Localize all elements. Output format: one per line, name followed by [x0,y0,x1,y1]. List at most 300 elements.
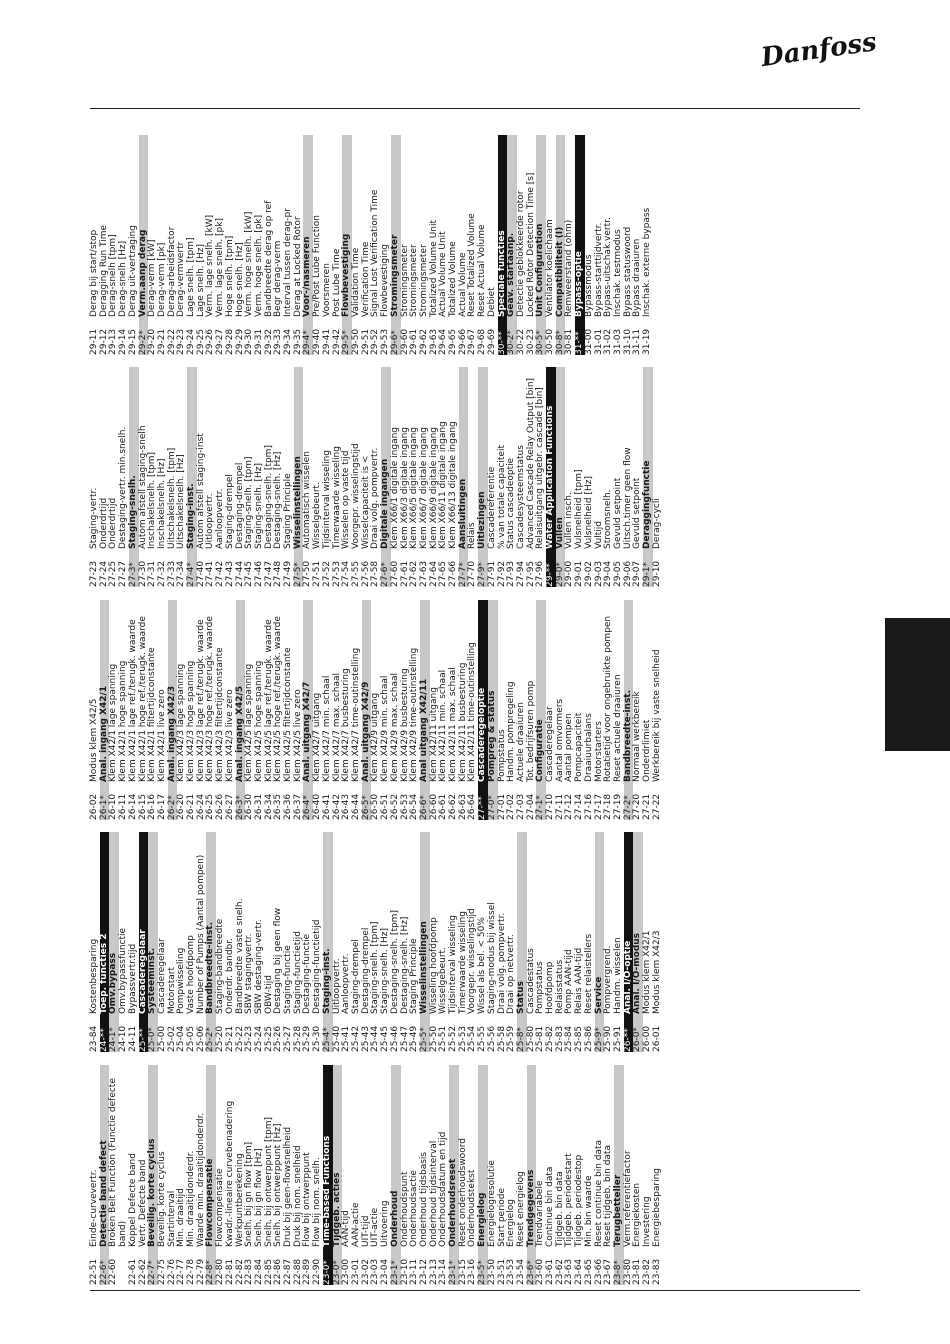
parameter-number: 25-05 [186,1025,197,1052]
parameter-row [342,1065,352,1285]
parameter-name: Kwadr.-lineaire curvebenadering [224,1100,235,1247]
parameter-name: Wisselgebeurt. [438,947,449,1014]
parameter-name: Klem X42/5 lage ref./terugk. waarde [263,619,274,782]
parameter-row [624,1065,634,1285]
parameter-name: Reset tijdgeb. bin data [603,1145,614,1247]
parameter-number: 29-10 [651,560,662,587]
parameter-number: 23-60 [535,1258,546,1285]
parameter-name: Relais AAN-tijd [574,947,585,1014]
parameter-name: Pompwisseling [176,947,187,1014]
parameter-name: Systeeminst. [147,947,158,1014]
danfoss-logo-mark [759,27,879,78]
parameter-number: 23-67 [603,1258,614,1285]
parameter-number: 25-21 [224,1025,235,1052]
parameter-name: Vullen [554,517,565,549]
parameter-number: 27-33 [166,560,177,587]
parameter-number: 22-83 [244,1258,255,1285]
parameter-name: Staging-snelh. [127,475,138,549]
parameter-number: 27-16 [583,793,594,820]
parameter-name: Post Lube Time [331,248,342,317]
parameter-number: 23-01 [350,1258,361,1285]
parameter-number: 29-68 [477,328,488,355]
parameter-number: 27-64 [428,560,439,587]
parameter-name: Motorstart [166,967,177,1014]
parameter-name: Beveilig. korte cyclus [147,1138,158,1247]
parameter-number: 29-63 [428,328,439,355]
parameter-name: Pompcapaciteit [574,712,585,782]
parameter-number: 29-52 [370,328,381,355]
parameter-name: Anal. ingang X42/1 [98,685,109,782]
parameter-name: Terugbetteller [612,1174,623,1247]
parameter-name: Derag-snelh [tpm] [108,234,119,317]
parameter-name: Wisselinstellingen [292,456,303,549]
parameter-number: 27-42 [215,560,226,587]
parameter-group-row [556,367,566,587]
parameter-number: 23-8* [612,1260,623,1285]
parameter-name: Energiebesparing [651,1167,662,1247]
parameter-name: Klem X42/11 busbesturing [457,662,468,782]
parameter-name: Snelh. bij gn flow [Hz] [253,1148,264,1247]
parameter-name: Vertr. Defecte band [137,1159,148,1247]
parameter-number: 26-50 [370,793,381,820]
parameter-number: 23-64 [574,1258,585,1285]
parameter-number: 29-14 [118,328,129,355]
parameter-number: 25-51 [438,1025,449,1052]
parameter-name: Reset continue bin data [593,1139,604,1247]
parameter-name: Flowbevestiging [341,233,352,317]
parameter-number: 27-32 [156,560,167,587]
footer-rule [90,1290,860,1291]
parameter-name: Derag-snelh [Hz] [118,240,129,317]
parameter-number: 25-4* [321,1027,332,1052]
parameter-name: Uitvoering [380,1200,391,1247]
parameter-name: Bandbreedte-inst. [622,689,633,782]
parameter-number: 27-34 [176,560,187,587]
parameter-name: Detectie band defect [98,1140,109,1247]
parameter-number: 25-84 [564,1025,575,1052]
parameter-name: Bypass statuswoord [622,226,633,317]
parameter-number: 27-5* [292,562,303,587]
parameter-name: Staging-modus bij wissel [486,902,497,1014]
parameter-name: Destaging-drempel [234,462,245,549]
parameter-group-row [517,832,527,1052]
parameter-name: Tijdgeb. acties [331,1172,342,1247]
parameter-column-2 [90,832,860,1052]
parameter-name: Bypass-optie [574,251,585,317]
parameter-number: 27-11 [554,793,565,820]
parameter-name: Water Application Functions [545,405,556,549]
parameter-name: Anal. I/O-optie [622,940,633,1014]
parameter-number: 27-01 [496,793,507,820]
parameter-name: Onderhoud tijdsinterval [428,1140,439,1247]
parameter-name: Modus klem X42/5 [89,698,99,782]
parameter-name: Trendvariabele [535,1180,546,1247]
parameter-number: 29-23 [176,328,187,355]
parameter-number: 25-28 [292,1025,303,1052]
parameter-number: 25-5* [418,1027,429,1052]
parameter-number: 30-23 [525,328,536,355]
parameter-number: 25-46 [389,1025,400,1052]
parameter-row [653,367,663,587]
parameter-number: 23-11 [409,1258,420,1285]
parameter-name: Pompreg & status [486,690,497,782]
parameter-name: Klem X42/9 busbesturing [399,668,410,782]
parameter-name: Wisselen op vaste tijd [341,450,352,549]
parameter-name: Klem X42/9 time-outinstelling [409,647,420,782]
parameter-number: 26-43 [341,793,352,820]
parameter-number: 23-53 [506,1258,517,1285]
parameter-number: 26-** [622,1028,633,1052]
parameter-number: 25-26 [273,1025,284,1052]
parameter-number: 27-70 [467,560,478,587]
parameter-number: 27-4* [186,562,197,587]
parameter-name: Verm. hoge snelh. [pk] [253,214,264,317]
parameter-name: Pompstatus [496,729,507,782]
parameter-name: Motorstarters [593,721,604,782]
parameter-name: Beveilig. korte cyclus [156,1151,167,1247]
parameter-name: Reset Totalized Volume [467,213,478,317]
parameter-number: 26-63 [457,793,468,820]
parameter-row [556,600,566,820]
parameter-number: 23-81 [632,1258,643,1285]
parameter-row [653,600,663,820]
parameter-row [498,1065,508,1285]
parameter-number: 27-0* [486,795,497,820]
parameter-number: 23-51 [496,1258,507,1285]
parameter-name: Lage snelh. [tpm] [186,237,197,317]
parameter-name: Hoge snelh. [tpm] [224,235,235,317]
parameter-name: Stroomsnelh. [603,489,614,549]
parameter-name: Anal uitgang X42/11 [418,678,429,782]
parameter-group-row [342,135,352,355]
parameter-number: 22-86 [273,1258,284,1285]
parameter-name: SBW stagingvertr. [244,933,255,1014]
parameter-number: 26-17 [156,793,167,820]
parameter-name: Verification Time [360,241,371,317]
parameter-name: Timerwaarde wisseling [331,446,342,549]
parameter-number: 22-79 [195,1258,206,1285]
parameter-number: 22-77 [176,1258,187,1285]
parameter-number: 29-04 [603,560,614,587]
parameter-name: Staging-functietijd [292,931,303,1014]
parameter-number: 29-02 [583,560,594,587]
parameter-name: Staging-snelh. [Hz] [253,462,264,549]
parameter-name: Aansluitingen [457,478,468,549]
parameter-name: Pre/Post Lube Function [312,215,323,317]
parameter-row [527,600,537,820]
parameter-number: 27-9* [477,562,488,587]
parameter-row [478,135,488,355]
parameter-group-row [488,600,498,820]
parameter-name: Klem X42/1 lage spanning [108,663,119,782]
parameter-name: Klem X42/5 lage spanning [244,663,255,782]
parameter-number: 26-24 [195,793,206,820]
parameter-name: Continue bin data [545,1166,556,1247]
parameter-name: Inschakelsnelh. [tpm] [147,451,158,549]
parameter-number: 26-21 [186,793,197,820]
parameter-name: Cascadestatus [525,948,536,1014]
parameter-row [527,832,537,1052]
parameter-number: 27-92 [496,560,507,587]
parameter-number: 29-27 [215,328,226,355]
parameter-name: Unit Configuration [535,223,546,317]
parameter-name: Timerwaarde wisseling [457,911,468,1014]
parameter-number: 29-13 [108,328,119,355]
parameter-number: 27-2* [622,795,633,820]
svg-text:Danfoss: Danfoss [759,27,879,74]
parameter-name: Service [593,976,604,1014]
parameter-number: 25-22 [234,1025,245,1052]
parameter-name: Cascaderegelaar [156,938,167,1014]
parameter-name: Handm. wisselen [612,937,623,1014]
parameter-number: 25-56 [486,1025,497,1052]
parameter-name: Staging-drempel [224,474,235,549]
parameter-row [119,832,129,1052]
parameter-number: 23-5* [477,1260,488,1285]
parameter-number: 25-25 [263,1025,274,1052]
parameter-name: Flow bij ontwerppunt [302,1152,313,1247]
parameter-number: 29-67 [467,328,478,355]
parameter-number: 26-6* [418,795,429,820]
parameter-row [565,600,575,820]
parameter-row [362,1065,372,1285]
parameter-number: 29-28 [224,328,235,355]
parameter-number: 23-12 [418,1258,429,1285]
parameter-number: 27-23 [89,560,99,587]
parameter-number: 27-20 [632,793,643,820]
parameter-name: Wisselgebeurt. [312,482,323,549]
parameter-number: 27-56 [360,560,371,587]
parameter-number: 25-02 [166,1025,177,1052]
parameter-name: Klem X42/7 max. schaal [331,672,342,782]
parameter-name: Stromingsmeter [389,234,400,317]
parameter-number: 27-62 [409,560,420,587]
parameter-row [653,1065,663,1285]
parameter-row [303,367,313,587]
parameter-name: OBW-tijd [263,975,274,1014]
parameter-number: 25-04 [176,1025,187,1052]
parameter-number: 25-81 [535,1025,546,1052]
parameter-number: 26-40 [312,793,323,820]
parameter-name: Bandbreedte derag op ref [263,200,274,317]
parameter-number: 27-22 [651,793,662,820]
parameter-name: Uitsch.timer geen flow [622,447,633,549]
parameter-row [158,832,168,1052]
parameter-name: Reset actuele draaiuren [612,674,623,782]
parameter-group-row [643,367,653,587]
parameter-name: Pompvergrend. [603,945,614,1014]
parameter-number: 26-60 [428,793,439,820]
parameter-name: Automatisch wisselen [302,451,313,549]
parameter-number: 27-46 [253,560,264,587]
parameter-number: 25-80 [525,1025,536,1052]
parameter-number: 25-27 [283,1025,294,1052]
parameter-name: Onderhoudstekst [467,1169,478,1247]
parameter-name: Energiekosten [632,1182,643,1247]
parameter-name: Klem X42/9 min. schaal [380,675,391,782]
parameter-name: Cascaderegeloptie [477,687,488,782]
parameter-number: 29-41 [321,328,332,355]
parameter-number: 30-50 [545,328,556,355]
parameter-row [197,367,207,587]
parameter-number: 23-80 [622,1258,633,1285]
parameter-number: 29-32 [263,328,274,355]
parameter-name: Draaiuurbalans [583,713,594,782]
parameter-name: Klem X66/7 digitale ingang [418,426,429,549]
parameter-row [643,135,653,355]
parameter-number: 27-27 [118,560,129,587]
parameter-number: 29-31 [253,328,264,355]
parameter-name: Klem X66/13 digitale ingang [448,421,459,549]
parameter-name: Cascaderegelaar [545,706,556,782]
parameter-name: Wisselinstellingen [418,921,429,1014]
parameter-number: 29-0* [554,562,565,587]
parameter-name: Destaging-drempel [360,927,371,1014]
parameter-number: 31-01 [593,328,604,355]
parameter-row [449,367,459,587]
parameter-number: 27-94 [515,560,526,587]
parameter-number: 30-5* [535,330,546,355]
parameter-number: 27-95 [525,560,536,587]
parameter-number: 29-22 [166,328,177,355]
parameter-column-5 [90,135,860,355]
parameter-name: Klem X42/7 time-outinstelling [350,647,361,782]
parameter-number: 25-50 [428,1025,439,1052]
parameter-number: 22-60 [108,1258,119,1285]
parameter-name: Broken Belt Function (Functie defecte band) [108,1078,129,1247]
parameter-row [565,832,575,1052]
parameter-number: 26-42 [331,793,342,820]
parameter-number: 27-52 [321,560,332,587]
parameter-number: 26-54 [409,793,420,820]
parameter-name: Voorgepr. wisselingstijd [467,908,478,1014]
parameter-name: Toep. functies 2 [98,933,109,1014]
parameter-name: UIT-tijd [360,1215,371,1247]
parameter-number: 27-66 [448,560,459,587]
parameter-row [313,832,323,1052]
parameter-name: Ventilator koelichaam [545,219,556,317]
parameter-number: 26-35 [273,793,284,820]
parameter-name: Bypass draaiuren [632,238,643,317]
parameter-row [255,832,265,1052]
parameter-row [430,832,440,1052]
parameter-number: 27-6* [380,562,391,587]
parameter-name: Derag-vermvertr [176,241,187,317]
parameter-number: 29-29 [234,328,245,355]
parameter-name: Staging-drempel [350,939,361,1014]
parameter-row [585,600,595,820]
parameter-name: Aantal omvormers [554,698,565,782]
parameter-number: 26-4* [302,795,313,820]
parameter-name: Klem X42/7 uitgang [312,692,323,782]
parameter-name: Detectie geblokkeerde rotor [515,190,526,317]
parameter-name: Autom afstell staging-snelh [137,425,148,549]
parameter-number: 29-30 [244,328,255,355]
parameter-name: Staging-inst. [186,483,197,549]
parameter-number: 31-02 [603,328,614,355]
parameter-number: 27-61 [399,560,410,587]
parameter-number: 27-31 [147,560,158,587]
parameter-row [585,832,595,1052]
parameter-name: Onderdrtijd [108,497,119,549]
parameter-number: 29-** [545,563,556,587]
parameter-name: Draai volg. pompvertr. [370,447,381,549]
parameter-name: Waarde min. draaitijdonderdr. [195,1112,206,1247]
parameter-name: Verm. lage snelh. [pk] [215,218,226,317]
parameter-name: Draai volg. pompvertr. [496,912,507,1014]
parameter-number: 27-19 [612,793,623,820]
parameter-name: Onderdrlimiet [642,719,653,782]
parameter-name: Reset onderhoudswoord [457,1138,468,1247]
parameter-number: 22-6* [98,1260,109,1285]
parameter-number: 27-51 [312,560,323,587]
parameter-number: 23-6* [525,1260,536,1285]
parameter-name: Signal Lost Verification Time [370,189,381,317]
parameter-number: 25-00 [156,1025,167,1052]
parameter-number: 23-1* [448,1260,459,1285]
parameter-number: 29-05 [612,560,623,587]
parameter-number: 26-31 [253,793,264,820]
parameter-name: Onderhoudsreset [448,1158,459,1247]
parameter-number: 24-11 [127,1025,138,1052]
parameter-name: Totalized Volume Unit [428,219,439,317]
parameter-name: Bypass-uitschak.vertr. [603,217,614,317]
parameter-name: Snelh. bij gn flow [tpm] [244,1141,255,1247]
parameter-number: 25-40 [331,1025,342,1052]
parameter-name: Derag at Locked Rotor [292,216,303,317]
parameter-name: Staging Principle [283,473,294,549]
parameter-number: 25-06 [195,1025,206,1052]
parameter-number: 23-83 [651,1258,662,1285]
parameter-name: Start periode [496,1187,507,1247]
parameter-number: 29-11 [89,328,99,355]
parameter-row [100,367,110,587]
parameter-row [633,600,643,820]
parameter-name: Min. draaitijdonderdr. [186,1150,197,1247]
parameter-name: Startinterval [166,1190,177,1247]
parameter-name: Klem X42/7 busbesturing [341,668,352,782]
parameter-name: Relaisuitgang uitgebr. cascade [bin] [535,387,546,549]
parameter-number: 25-58 [496,1025,507,1052]
parameter-name: Klem X42/1 live zero [156,689,167,782]
parameter-name: Destaging-snelh. [tpm] [263,445,274,549]
parameter-column-4 [90,367,860,587]
parameter-row [274,832,284,1052]
parameter-name: Autom afstell staging-inst [195,433,206,549]
parameter-number: 25-** [137,1028,148,1052]
parameter-number: 23-84 [89,1025,99,1052]
parameter-number: 27-43 [224,560,235,587]
parameter-row [313,135,323,355]
parameter-name: Klem X42/5 filtertijdconstante [283,647,294,782]
parameter-number: 27-49 [283,560,294,587]
parameter-number: 29-21 [156,328,167,355]
parameter-number: 26-00 [642,1025,653,1052]
parameter-number: 30-8* [554,330,565,355]
parameter-name: Voorgepr. wisselingstijd [350,443,361,549]
parameter-number: 26-34 [263,793,274,820]
parameter-name: Uitlezingen [477,491,488,549]
parameter-number: 25-91 [612,1025,623,1052]
parameter-name: Deragging Run Time [98,224,109,317]
chapter-thumb-tab [885,618,950,751]
parameter-number: 25-85 [574,1025,585,1052]
parameter-name: Onderhoudspunt [399,1171,410,1247]
parameter-name: Geav. startaanp. [506,232,517,317]
parameter-name: Werkpuntberekening [234,1153,245,1247]
parameter-name: Klem X42/1 lage ref./terugk. waarde [127,619,138,782]
parameter-number: 25-53 [457,1025,468,1052]
